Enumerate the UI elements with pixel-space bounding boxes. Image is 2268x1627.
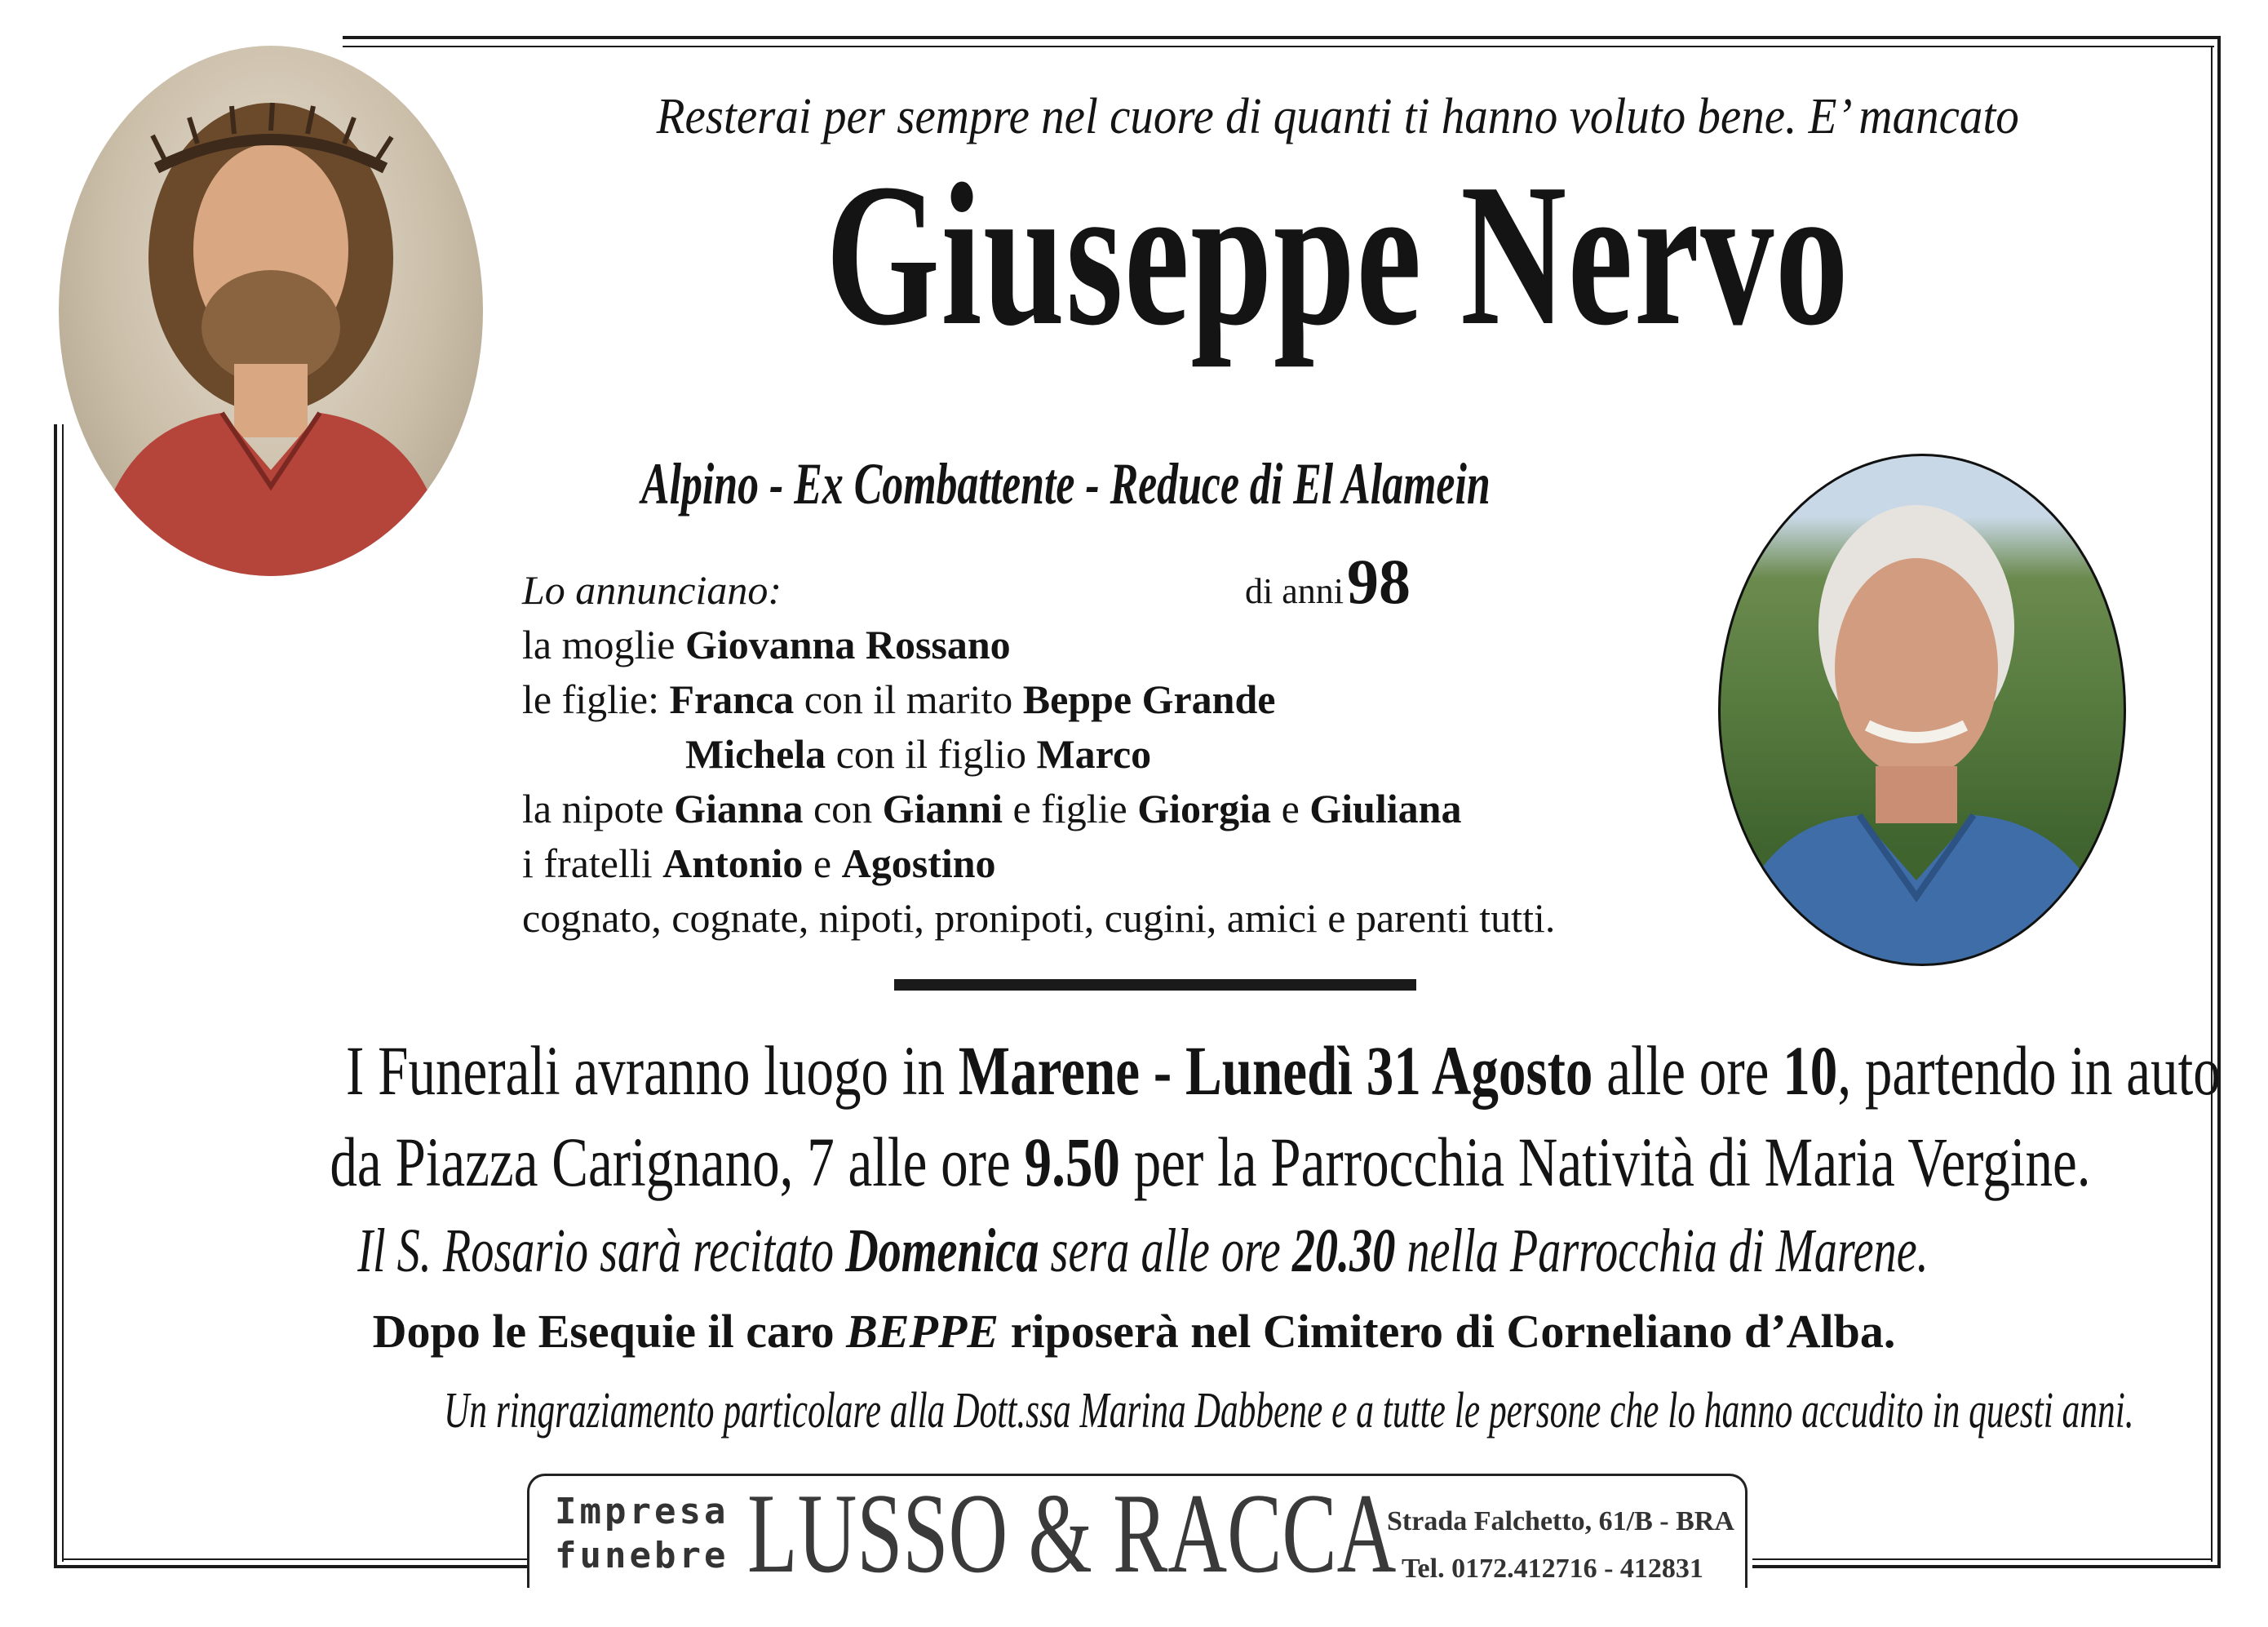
- announcer-name: Gianni: [882, 786, 1003, 831]
- thanks-text: Un ringraziamento particolare alla Dott.ssa Marina Dabbene e a tutte le persone che lo hanno accudito in questi anni.: [443, 1383, 2134, 1439]
- announcer-name: Franca: [669, 676, 795, 722]
- funeral-text: , partendo in auto: [1837, 1031, 2221, 1110]
- announcer-line: cognato, cognate, nipoti, pronipoti, cugini, amici e parenti tutti.: [522, 895, 1556, 941]
- announcer-line: [522, 782, 1555, 836]
- rosary-highlight: 20.30: [1291, 1217, 1396, 1285]
- funeral-text: per la Parrocchia Natività di Maria Vergine.: [1119, 1123, 2091, 1201]
- announcer-text: con il marito: [794, 676, 1023, 722]
- funeral-text: I Funerali avranno luogo in: [346, 1031, 959, 1110]
- announcer-name: Giuliana: [1309, 786, 1462, 831]
- announcer-name: Marco: [1036, 731, 1152, 777]
- announcer-text: e figlie: [1002, 786, 1138, 831]
- rosary-text: sera alle ore: [1039, 1217, 1292, 1285]
- announcers-heading: Lo annunciano:: [522, 567, 782, 613]
- burial-text: Dopo le Esequie il caro: [372, 1305, 847, 1358]
- rosary-line: [357, 1216, 1928, 1287]
- funeral-home-phone: Tel. 0172.412716 - 412831: [1402, 1554, 1703, 1584]
- funeral-home-contacts: [1387, 1498, 1734, 1593]
- funeral-info: [82, 1025, 2221, 1208]
- age-value: 98: [1346, 546, 1411, 617]
- funeral-line-1: [346, 1025, 2221, 1116]
- burial-info: [82, 1304, 2186, 1359]
- funeral-highlight: 9.50: [1024, 1123, 1120, 1201]
- announcer-line: [522, 836, 1555, 891]
- announcer-line: [522, 727, 1555, 782]
- announcer-text: con il figlio: [826, 731, 1037, 777]
- separator-bar: [894, 979, 1416, 991]
- funeral-text: da Piazza Carignano, 7 alle ore: [330, 1123, 1025, 1201]
- announcer-name: Beppe Grande: [1022, 676, 1276, 722]
- announcers-list: [522, 563, 1555, 946]
- thanks-note: [82, 1382, 2186, 1440]
- funeral-home-label: [555, 1490, 729, 1578]
- announcer-text: le figlie:: [522, 676, 670, 722]
- rosary-text: nella Parrocchia di Marene.: [1395, 1217, 1929, 1285]
- funeral-highlight: 10: [1783, 1031, 1838, 1110]
- age-label: di anni: [1245, 571, 1344, 611]
- announcer-text: con: [803, 786, 883, 831]
- name-text: Giuseppe Nervo: [826, 142, 1850, 368]
- burial-nickname: BEPPE: [846, 1305, 999, 1358]
- announcer-name: Giorgia: [1137, 786, 1272, 831]
- impresa-label: Impresa: [555, 1491, 729, 1532]
- funeral-home-address: Strada Falchetto, 61/B - BRA: [1387, 1506, 1734, 1536]
- rosary-highlight: Domenica: [845, 1217, 1039, 1285]
- announcer-name: Michela: [685, 731, 826, 777]
- announcer-name: Antonio: [662, 840, 804, 886]
- announcer-text: e: [1271, 786, 1310, 831]
- religious-portrait-image: [59, 46, 483, 576]
- announcer-text: i fratelli: [522, 840, 663, 886]
- funeral-text: alle ore: [1592, 1031, 1783, 1110]
- deceased-portrait-image: [1718, 454, 2126, 966]
- announcer-text: la nipote: [522, 786, 675, 831]
- announcer-line: [522, 672, 1555, 727]
- rosary-info: [82, 1216, 2186, 1287]
- announcer-text: la moglie: [522, 622, 685, 667]
- company-name: LUSSO & RACCA: [747, 1470, 1397, 1597]
- announcer-name: Giovanna Rossano: [684, 622, 1011, 667]
- announcer-name: Agostino: [841, 840, 996, 886]
- titles-text: Alpino - Ex Combattente - Reduce di El Alamein: [641, 451, 1491, 516]
- burial-text: riposerà nel Cimitero di Corneliano d’Alba.: [999, 1305, 1896, 1358]
- intro-text: [506, 88, 2170, 146]
- announcer-line: [522, 618, 1555, 672]
- funeral-line-2: [330, 1116, 2090, 1208]
- announcer-name: Gianna: [674, 786, 804, 831]
- intro-line: Resterai per sempre nel cuore di quanti ti hanno voluto bene. E’ mancato: [656, 89, 2020, 144]
- funeral-highlight: Marene - Lunedì 31 Agosto: [958, 1031, 1593, 1110]
- rosary-text: Il S. Rosario sarà recitato: [357, 1217, 846, 1285]
- announcer-text: e: [803, 840, 842, 886]
- funebre-label: funebre: [555, 1535, 729, 1576]
- deceased-name: [506, 142, 2170, 368]
- deceased-titles: [641, 450, 1820, 518]
